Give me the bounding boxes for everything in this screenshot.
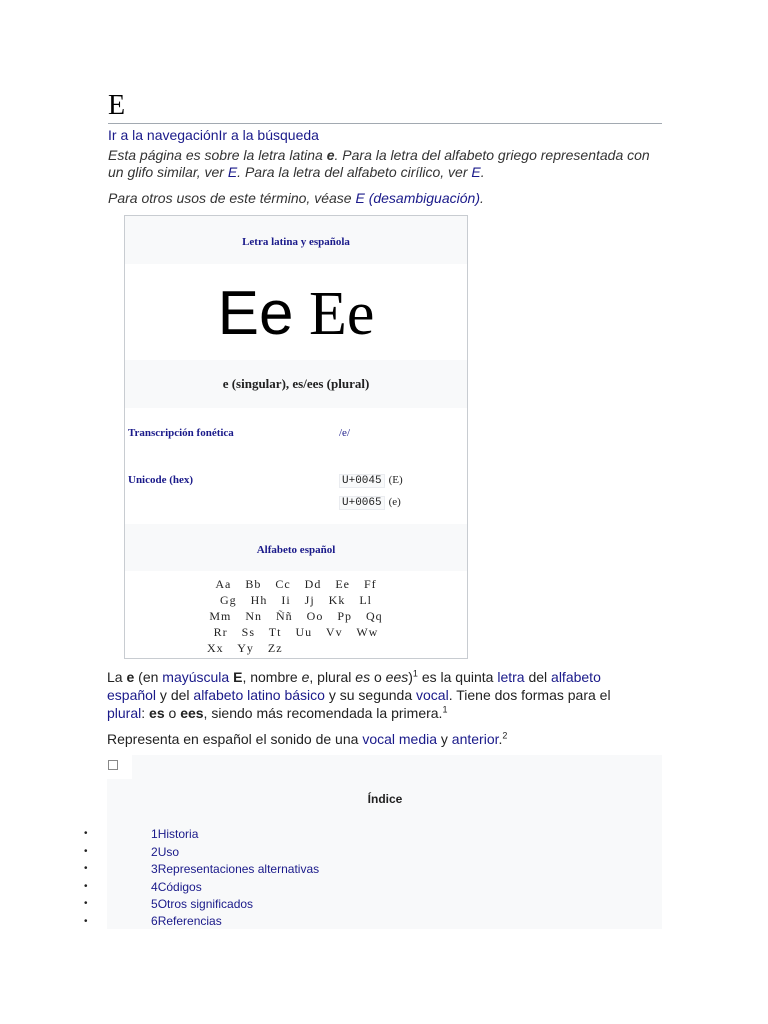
hatnote-disambiguation: Para otros usos de este término, véase E (desambiguación). — [108, 190, 484, 206]
toc-item-historia[interactable]: 1Historia — [151, 827, 199, 841]
toc-title: Índice — [367, 792, 403, 806]
glyph-sans: Ee — [217, 279, 294, 348]
bullet-icon: • — [84, 881, 88, 892]
bullet-icon: • — [84, 846, 88, 857]
glyph-serif: Ee — [308, 280, 375, 348]
citation-2[interactable]: 2 — [502, 730, 508, 741]
citation-1b[interactable]: 1 — [442, 704, 448, 715]
alphabet-grid — [125, 576, 467, 656]
mid-vowel-link[interactable]: vocal media — [362, 731, 438, 747]
glyph-samples — [125, 278, 467, 350]
toc-toggle-checkbox[interactable] — [108, 760, 118, 770]
toc-item-codigos[interactable]: 4Códigos — [151, 880, 202, 894]
toc-item-otros-significados[interactable]: 5Otros significados — [151, 897, 254, 911]
spanish-alphabet-link[interactable]: alfabeto español — [107, 669, 601, 703]
greek-epsilon-link[interactable]: Ε — [227, 164, 238, 180]
alphabet-row: Gg Hh Ii Jj Kk Ll — [220, 593, 372, 607]
page-title: E — [108, 90, 126, 121]
toc-item-uso[interactable]: 2Uso — [151, 845, 180, 859]
front-vowel-link[interactable]: anterior — [451, 731, 499, 747]
skip-links — [108, 127, 319, 143]
plural-link[interactable]: plural — [107, 705, 142, 721]
unicode-lower: U+0065 (e) — [339, 492, 401, 510]
intro-paragraph: La e (en mayúscula E, nombre e, plural es o ees)$^1$ es la quinta letra del alfabeto español y del alfabeto latino básico y su segunda vocal. Tiene dos formas para el plural: es o ees, siendo más recomendada la primera.$^1$ — [107, 668, 611, 721]
basic-latin-alphabet-link[interactable]: alfabeto latino básico — [193, 687, 325, 703]
vowel-link[interactable]: vocal — [416, 687, 449, 703]
bullet-icon: • — [84, 863, 88, 874]
hatnote-greek-cyrillic: Esta página es sobre la letra latina e. Para la letra del alfabeto griego representada con un glifo similar, ver Ε. Para la letra del alfabeto cirílico, ver Е. — [108, 147, 650, 180]
skip-to-search-link[interactable]: Ir a la búsqueda — [218, 127, 319, 143]
citation-1[interactable]: 1 — [412, 668, 418, 679]
toc-item-referencias[interactable]: 6Referencias — [151, 914, 222, 928]
cyrillic-ie-link[interactable]: Е — [471, 164, 481, 180]
skip-to-navigation-link[interactable]: Ir a la navegación — [108, 127, 219, 143]
alphabet-row: Mm Nn Ññ Oo Pp Qq — [209, 609, 383, 623]
disambiguation-link[interactable]: E (desambiguación) — [355, 190, 480, 206]
infobox-glyph-panel — [125, 264, 467, 360]
letter-link[interactable]: letra — [497, 669, 525, 685]
title-divider — [108, 123, 662, 124]
infobox-header: Letra latina y española — [242, 236, 350, 248]
uppercase-link[interactable]: mayúscula — [162, 669, 230, 685]
sound-paragraph: Representa en español el sonido de una vocal media y anterior.$^2$ — [107, 730, 508, 747]
bullet-icon: • — [84, 916, 88, 927]
phonetic-value[interactable]: /e/ — [339, 427, 350, 439]
infobox-data-panel — [125, 408, 467, 524]
bullet-icon: • — [84, 828, 88, 839]
letter-names: e (singular), es/ees (plural) — [222, 376, 370, 391]
unicode-label[interactable]: Unicode (hex) — [128, 474, 194, 486]
unicode-upper: U+0045 (E) — [339, 470, 403, 488]
infobox — [124, 215, 468, 659]
alphabet-row: Xx Yy Zz — [207, 641, 283, 655]
alphabet-header[interactable]: Alfabeto español — [256, 544, 336, 556]
phonetic-label[interactable]: Transcripción fonética — [128, 427, 234, 439]
toc-item-representaciones[interactable]: 3Representaciones alternativas — [151, 862, 320, 876]
alphabet-row: Rr Ss Tt Uu Vv Ww — [213, 625, 379, 639]
alphabet-row: Aa Bb Cc Dd Ee Ff — [215, 577, 377, 591]
bullet-icon: • — [84, 898, 88, 909]
